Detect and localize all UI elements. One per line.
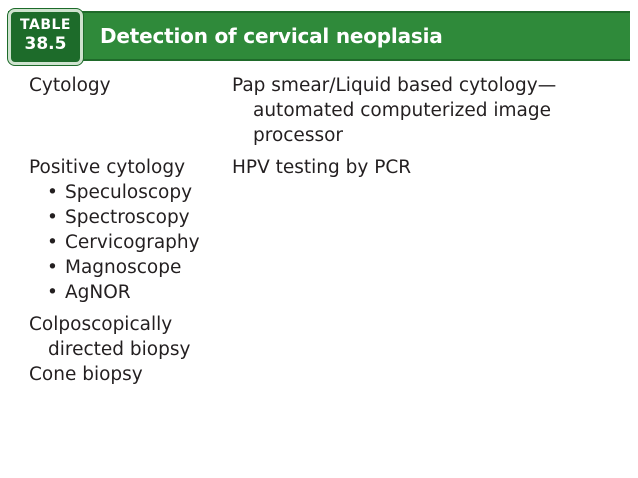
row-method-positive-cytology: Positive cytology [29,157,186,178]
table-row-colposcopy [29,312,629,362]
bullet-icon: • [47,257,58,278]
bullet-text-spectroscopy: Spectroscopy [65,207,190,228]
row-method-cone-biopsy: Cone biopsy [29,364,143,385]
bullet-icon: • [47,282,58,303]
row-method-cytology: Cytology [29,75,111,96]
bullet-text-magnoscope: Magnoscope [65,257,182,278]
table-badge-number: 38.5 [24,34,67,54]
table-row-positive-cytology [29,155,629,305]
row-detail-cytology: Pap smear/Liquid based cytology— automated computerized image processor [232,75,557,146]
table-title: Detection of cervical neoplasia [100,24,443,48]
row-detail-positive-cytology: HPV testing by PCR [232,157,412,178]
bullet-text-speculoscopy: Speculoscopy [65,182,193,203]
table-row-cytology [29,73,629,148]
table-row-cone-biopsy [29,362,629,387]
bullet-text-agnor: AgNOR [65,282,131,303]
table-badge-label: TABLE [20,17,71,33]
list-item [29,255,629,280]
table-number-badge [8,9,83,65]
list-item [29,180,629,205]
table-body [29,73,629,387]
bullet-text-cervicography: Cervicography [65,232,200,253]
bullet-icon: • [47,232,58,253]
list-item [29,205,629,230]
list-item [29,280,629,305]
bullet-icon: • [47,207,58,228]
bullet-icon: • [47,182,58,203]
row-method-colposcopy: Colposcopically directed biopsy [29,314,191,360]
positive-cytology-bullet-list [29,180,629,305]
list-item [29,230,629,255]
